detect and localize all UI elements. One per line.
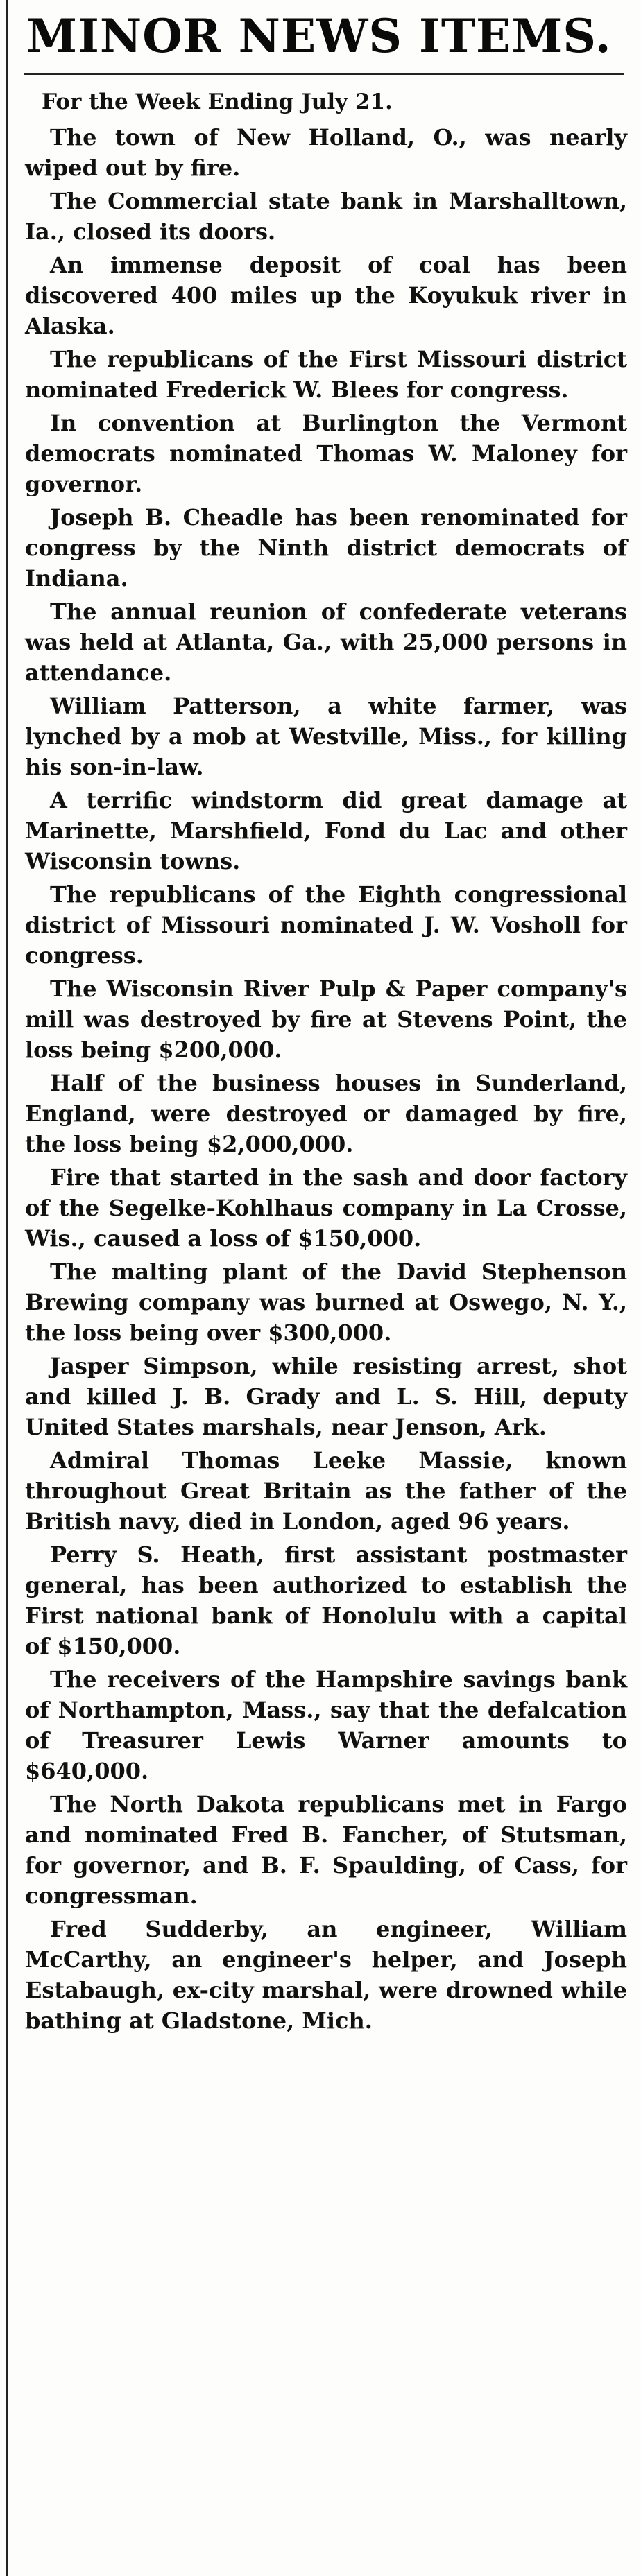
- news-item: In convention at Burlington the Vermont democrats nominated Thomas W. Maloney for governor.: [25, 410, 627, 497]
- headline-rule: [24, 73, 624, 75]
- news-item: Joseph B. Cheadle has been renominated for congress by the Ninth district democrats of Indiana.: [25, 504, 627, 591]
- news-item: The receivers of the Hampshire savings bank of Northampton, Mass., say that the defalcation of Treasurer Lewis Warner amounts to $640,000.: [25, 1666, 627, 1784]
- news-item: William Patterson, a white farmer, was lynched by a mob at Westville, Miss., for killing his son-in-law.: [25, 693, 627, 780]
- news-items-list: [25, 122, 627, 2039]
- news-item: Perry S. Heath, first assistant postmaster general, has been authorized to establish the First national bank of Honolulu with a capital of $150,000.: [25, 1541, 627, 1659]
- column-rule-left: [6, 0, 8, 2576]
- news-item: Jasper Simpson, while resisting arrest, shot and killed J. B. Grady and L. S. Hill, deputy United States marshals, near Jenson, Ark.: [25, 1353, 627, 1440]
- news-item: The Wisconsin River Pulp & Paper company's mill was destroyed by fire at Stevens Point, the loss being $200,000.: [25, 976, 627, 1063]
- news-item: Fire that started in the sash and door factory of the Segelke-Kohlhaus company in La Crosse, Wis., caused a loss of $150,000.: [25, 1164, 627, 1252]
- news-item: The Commercial state bank in Marshalltown, Ia., closed its doors.: [25, 188, 627, 245]
- news-item: The republicans of the First Missouri district nominated Frederick W. Blees for congress.: [25, 346, 627, 403]
- news-item: The malting plant of the David Stephenson Brewing company was burned at Oswego, N. Y., the loss being over $300,000.: [25, 1259, 627, 1346]
- news-item: The North Dakota republicans met in Fargo and nominated Fred B. Fancher, of Stutsman, for governor, and B. F. Spaulding, of Cass, for congressman.: [25, 1791, 627, 1909]
- news-item: The town of New Holland, O., was nearly wiped out by fire.: [25, 124, 627, 181]
- news-item: An immense deposit of coal has been discovered 400 miles up the Koyukuk river in Alaska.: [25, 252, 627, 339]
- headline: MINOR NEWS ITEMS.: [26, 9, 612, 63]
- news-item: The republicans of the Eighth congressional district of Missouri nominated J. W. Vosholl for congress.: [25, 881, 627, 969]
- news-item: Half of the business houses in Sunderland, England, were destroyed or damaged by fire, the loss being $2,000,000.: [25, 1070, 627, 1157]
- dateline: For the Week Ending July 21.: [42, 89, 393, 114]
- news-item: The annual reunion of confederate veterans was held at Atlanta, Ga., with 25,000 persons in attendance.: [25, 598, 627, 686]
- news-item: Admiral Thomas Leeke Massie, known throughout Great Britain as the father of the British navy, died in London, aged 96 years.: [25, 1447, 627, 1535]
- news-item: Fred Sudderby, an engineer, William McCarthy, an engineer's helper, and Joseph Estabaugh, ex-city marshal, were drowned while bathing at Gladstone, Mich.: [25, 1916, 627, 2034]
- news-item: A terrific windstorm did great damage at Marinette, Marshfield, Fond du Lac and other Wisconsin towns.: [25, 787, 627, 874]
